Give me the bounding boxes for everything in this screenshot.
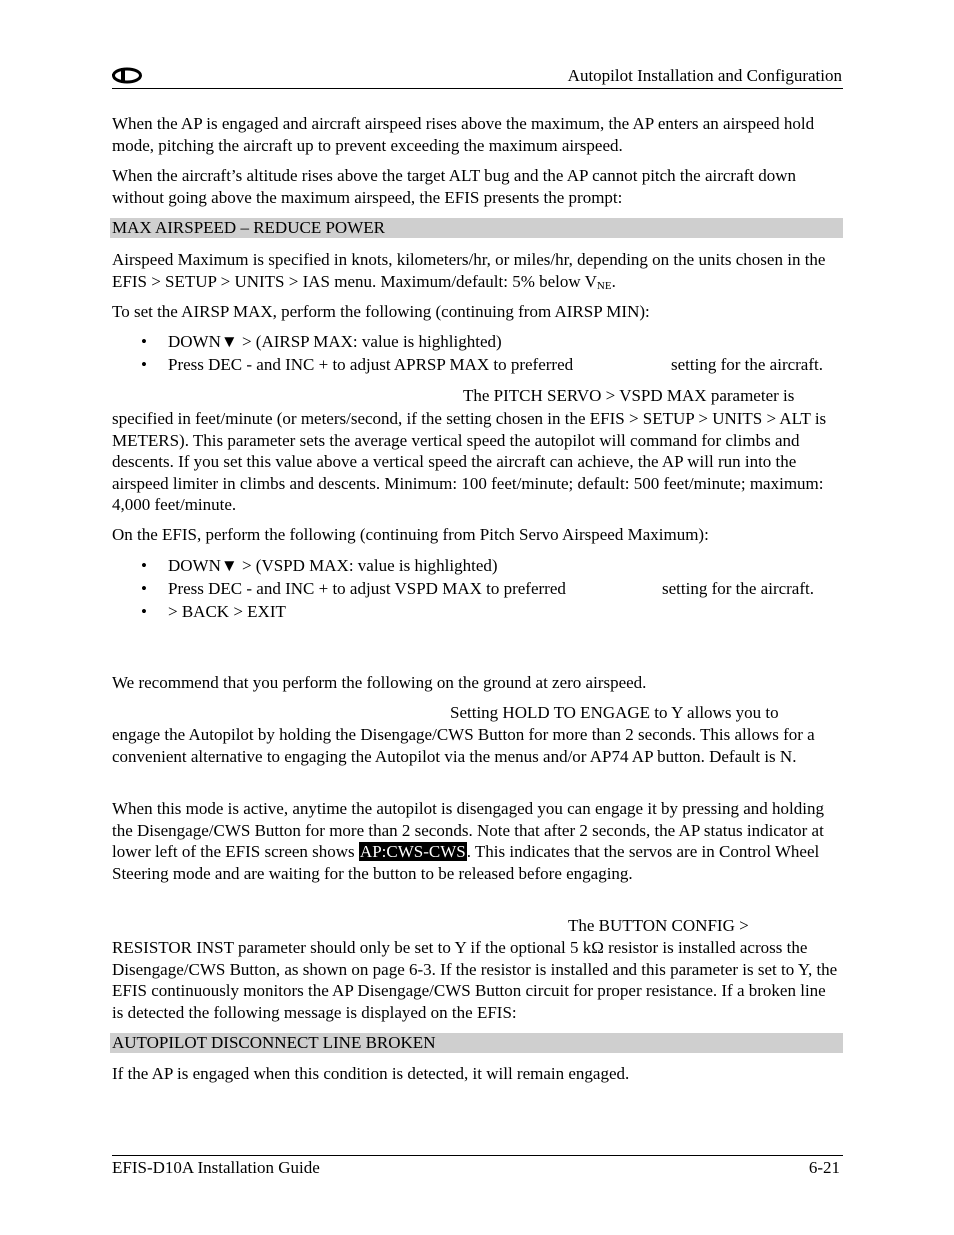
bullet: •: [141, 579, 147, 598]
paragraph: specified in feet/minute (or meters/second, if the setting chosen in the EFIS > SETUP > UNITS > ALT is METERS). This parameter sets the average vertical speed the autopilot will command for climbs and descents. If you set this value above a vertical speed the aircraft can achieve, the AP will run into the airspeed limiter in climbs and descents. Minimum: 100 feet/minute; default: 500 feet/minute; maximum: 4,000 feet/minute.: [112, 409, 827, 514]
page-number: 6-21: [808, 1158, 840, 1177]
bullet: •: [141, 355, 147, 374]
paragraph-first-line: The BUTTON CONFIG >: [568, 916, 749, 935]
paragraph: If the AP is engaged when this condition is detected, it will remain engaged.: [112, 1064, 630, 1083]
paragraph: RESISTOR INST parameter should only be set to Y if the optional 5 kΩ resistor is installed across the Disengage/CWS Button, as shown on page 6-3. If the resistor is installed and this parameter is set to Y, the EFIS continuously monitors the AP Disengage/CWS Button circuit for proper resistance. If a broken line is detected the following message is displayed on the EFIS:: [112, 938, 838, 1022]
bullet: •: [141, 602, 147, 621]
list-item: Press DEC - and INC + to adjust APRSP MAX to preferred: [168, 355, 574, 374]
paragraph: We recommend that you perform the following on the ground at zero airspeed.: [112, 673, 647, 692]
paragraph: When the AP is engaged and aircraft airspeed rises above the maximum, the AP enters an airspeed hold mode, pitching the aircraft up to prevent exceeding the maximum airspeed.: [112, 114, 815, 155]
list-item: DOWN▼ > (VSPD MAX: value is highlighted): [168, 556, 498, 575]
paragraph: [112, 798, 838, 884]
prompt-text: MAX AIRSPEED – REDUCE POWER: [112, 218, 385, 237]
bullet: •: [141, 556, 147, 575]
bullet: •: [141, 332, 147, 351]
paragraph: On the EFIS, perform the following (continuing from Pitch Servo Airspeed Maximum):: [112, 525, 709, 544]
paragraph-text: Airspeed Maximum is specified in knots, kilometers/hr, or miles/hr, depending on the units chosen in the EFIS > SETUP > UNITS > IAS menu. Maximum/default: 5% below V: [112, 250, 826, 291]
prompt-text: AUTOPILOT DISCONNECT LINE BROKEN: [112, 1033, 436, 1052]
list-item-tail: setting for the aircraft.: [662, 579, 814, 598]
list-item: Press DEC - and INC + to adjust VSPD MAX to preferred: [168, 579, 566, 598]
dynon-logo-icon: [112, 65, 142, 86]
header-title: Autopilot Installation and Configuration: [567, 66, 842, 85]
paragraph-first-line: The PITCH SERVO > VSPD MAX parameter is: [463, 386, 795, 405]
status-indicator-highlight: AP:CWS-CWS: [359, 842, 466, 861]
header-divider: [112, 88, 843, 89]
footer-divider: [112, 1155, 843, 1156]
paragraph-text: When this mode is active, anytime the autopilot is disengaged you can engage it by pressing and holding the Disengage/CWS Button for more than 2 seconds. Note that after 2 seconds, the AP status indicator at lower left of the EFIS screen shows: [112, 799, 824, 861]
subscript: NE: [596, 279, 612, 292]
paragraph: engage the Autopilot by holding the Disengage/CWS Button for more than 2 seconds. This allows for a convenient alternative to engaging the Autopilot via the menus and/or AP74 AP button. Default is N.: [112, 725, 815, 766]
paragraph-first-line: Setting HOLD TO ENGAGE to Y allows you to: [450, 703, 779, 722]
paragraph: [112, 249, 838, 297]
paragraph-text: . This indicates that the servos are in Control Wheel Steering mode and are waiting for the button to be released before engaging.: [112, 842, 820, 883]
paragraph-end: .: [611, 271, 616, 291]
list-item: DOWN▼ > (AIRSP MAX: value is highlighted): [168, 332, 502, 351]
footer-guide-title: EFIS-D10A Installation Guide: [112, 1158, 320, 1177]
prompt-band: [110, 218, 843, 238]
list-item-tail: setting for the aircraft.: [671, 355, 823, 374]
paragraph: When the aircraft’s altitude rises above the target ALT bug and the AP cannot pitch the aircraft down without going above the maximum airspeed, the EFIS presents the prompt:: [112, 166, 797, 207]
paragraph: To set the AIRSP MAX, perform the following (continuing from AIRSP MIN):: [112, 302, 650, 321]
list-item: > BACK > EXIT: [168, 602, 286, 621]
prompt-band: [110, 1033, 843, 1053]
